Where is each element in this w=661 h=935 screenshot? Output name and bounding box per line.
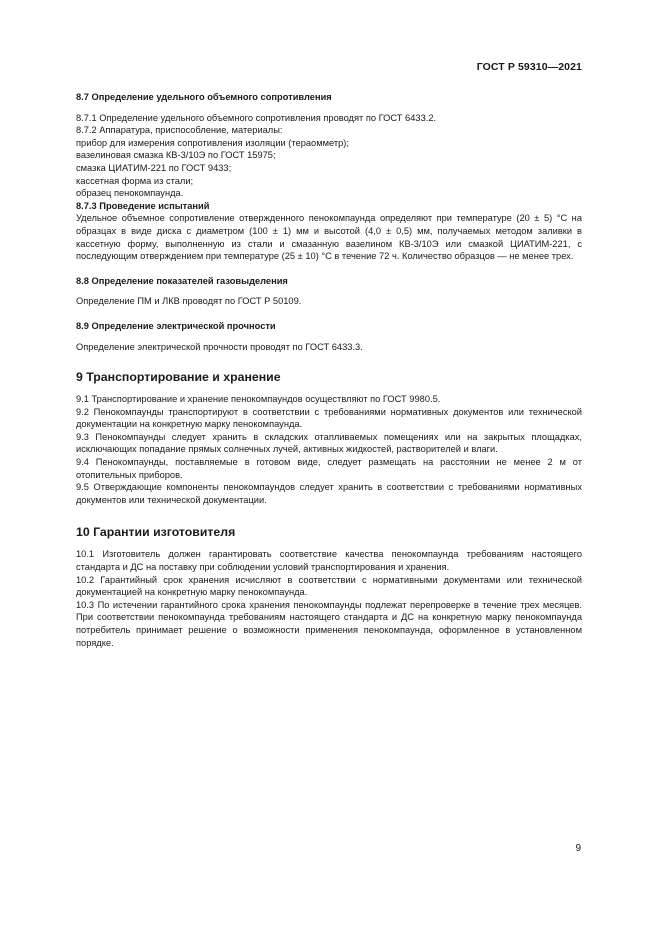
paragraph-8-7-2: 8.7.2 Аппаратура, приспособление, материалы: <box>76 125 283 136</box>
section-8-8-heading: 8.8 Определение показателей газовыделения <box>76 275 288 286</box>
section-9 <box>76 369 582 506</box>
paragraph-10-1: 10.1 Изготовитель должен гарантировать соответствие качества пенокомпаунда требованиям настоящего стандарта и ДС на поставку при соблюдении условий транспортирования и хранения. <box>76 549 582 573</box>
paragraph-9-3: 9.3 Пенокомпаунды следует хранить в складских отапливаемых помещениях или на закрытых площадках, исключающих попадание прямых солнечных лучей, активных жидкостей, растворителей и влаги. <box>76 431 582 455</box>
list-item: кассетная форма из стали; <box>76 175 194 186</box>
paragraph-9-1: 9.1 Транспортирование и хранение пенокомпаундов осуществляют по ГОСТ 9980.5. <box>76 394 441 405</box>
section-8-7-heading: 8.7 Определение удельного объемного сопротивления <box>76 92 332 102</box>
list-item: прибор для измерения сопротивления изоляции (тераомметр); <box>76 137 349 148</box>
list-item: образец пенокомпаунда. <box>76 188 184 199</box>
list-item: вазелиновая смазка КВ-3/10Э по ГОСТ 15975; <box>76 150 276 161</box>
section-8-9-heading: 8.9 Определение электрической прочности <box>76 320 276 331</box>
subsection-8-7-3-heading: 8.7.3 Проведение испытаний <box>76 200 210 211</box>
list-item: смазка ЦИАТИМ-221 по ГОСТ 9433; <box>76 162 232 173</box>
section-9-heading: 9 Транспортирование и хранение <box>76 370 281 385</box>
paragraph-9-4: 9.4 Пенокомпаунды, поставляемые в готовом виде, следует размещать на расстоянии не менее 2 м от отопительных приборов. <box>76 457 582 480</box>
paragraph-8-7-1: 8.7.1 Определение удельного объемного сопротивления проводят по ГОСТ 6433.2. <box>76 112 437 123</box>
section-10 <box>76 524 582 649</box>
paragraph-9-2: 9.2 Пенокомпаунды транспортируют в соответствии с требованиями нормативных документов или технической документации на конкретную марку пенокомпаунда. <box>76 406 582 430</box>
section-10-heading: 10 Гарантии изготовителя <box>76 525 236 540</box>
paragraph-8-8: Определение ПМ и ЛКВ проводят по ГОСТ Р 50109. <box>76 296 302 307</box>
paragraph-10-2: 10.2 Гарантийный срок хранения исчисляют в соответствии с нормативными документами или технической документацией на конкретную марку пенокомпаунда. <box>76 574 582 598</box>
paragraph-10-3: 10.3 По истечении гарантийного срока хранения пенокомпаунды подлежат перепроверке в течение трех месяцев. При соответствии пенокомпаунда требованиям настоящего стандарта и ДС на конкретную марку пенокомпаунда потребитель принимает решение о возможности применения пенокомпаунда, оформленное в установленном порядке. <box>76 599 582 648</box>
document-body <box>76 91 582 649</box>
page-number: 9 <box>575 843 581 854</box>
section-8-7 <box>76 91 582 263</box>
section-8-9 <box>76 320 582 353</box>
paragraph-9-5: 9.5 Отверждающие компоненты пенокомпаундов следует хранить в соответствии с требованиями нормативных документов или технической документации. <box>76 482 582 505</box>
document-code-header: ГОСТ Р 59310—2021 <box>476 61 582 73</box>
paragraph-8-9: Определение электрической прочности проводят по ГОСТ 6433.3. <box>76 341 363 352</box>
paragraph-8-7-3: Удельное объемное сопротивление отвержденного пенокомпаунда определяют при температуре (20 ± 5) °С на образцах в виде диска с диаметром (100 ± 1) мм и высотой (4,0 ± 0,5) мм, получаемых методом заливки в кассетную форму, выполненную из стали и смазанную вазелином КВ-3/10Э или смазкой ЦИАТИМ-221, с последующим отверждением при температуре (25 ± 10) °С в течение 72 ч. Количество образцов — не менее трех. <box>76 213 582 262</box>
section-8-8 <box>76 275 582 308</box>
